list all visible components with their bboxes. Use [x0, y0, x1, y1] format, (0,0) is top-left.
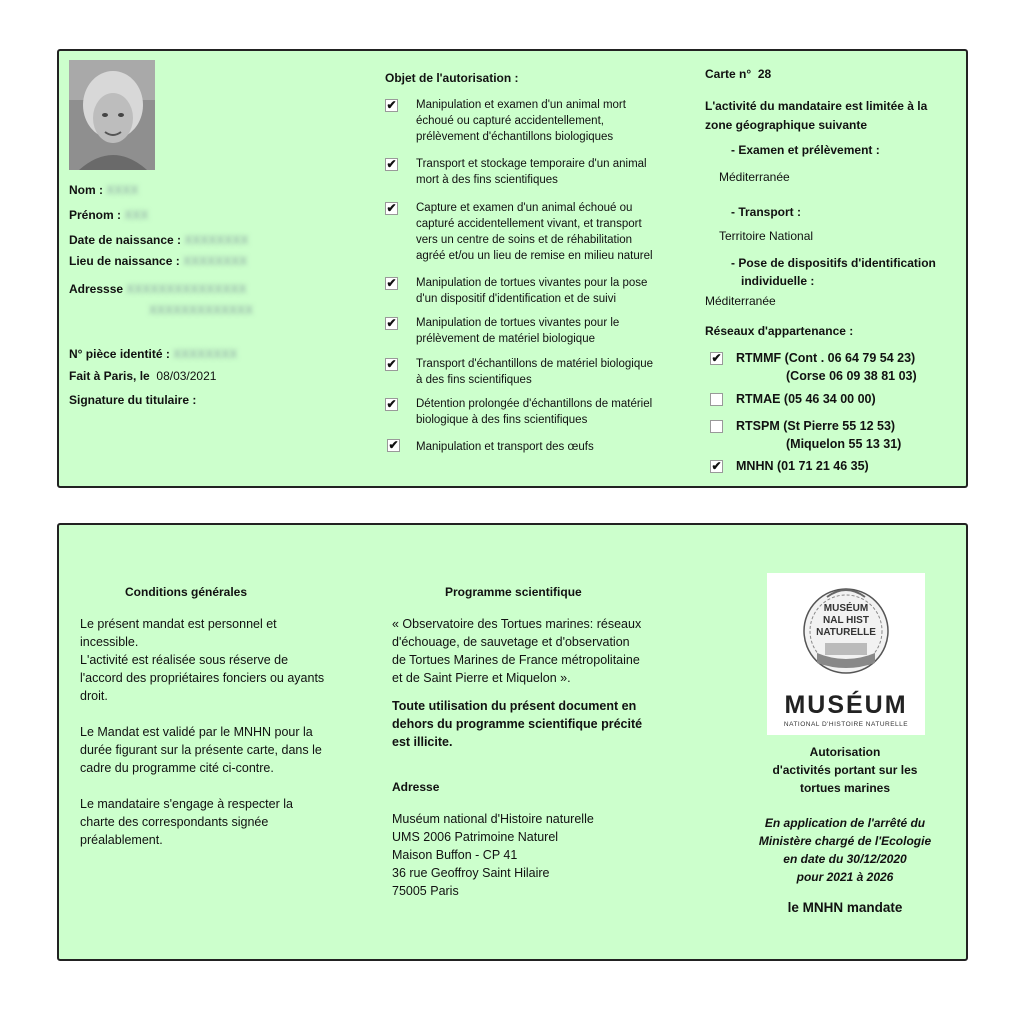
transport-value: Territoire National [719, 229, 814, 243]
holder-photo [69, 60, 155, 170]
objet-item: ✔ Manipulation et transport des œufs [388, 438, 594, 453]
transport-title: - Transport : [731, 205, 802, 219]
objet-title: Objet de l'autorisation : [385, 71, 519, 85]
pose-value: Méditerranée [705, 294, 776, 308]
card-back [57, 523, 968, 961]
autorisation-title: Autorisation d'activités portant sur les tortues marines [772, 745, 918, 795]
adresse-title: Adresse [392, 780, 440, 794]
checkbox[interactable] [385, 99, 398, 112]
checkbox[interactable] [385, 202, 398, 215]
label-signature: Signature du titulaire : [69, 393, 197, 407]
label-prenom: Prénom : XXX [69, 208, 149, 222]
card-front [57, 49, 968, 488]
reseaux-title: Réseaux d'appartenance : [705, 324, 854, 338]
examen-value: Méditerranée [719, 170, 790, 184]
check-icon: ✔ [711, 459, 722, 473]
check-icon: ✔ [386, 201, 397, 215]
check-icon: ✔ [386, 276, 397, 290]
reseau-item: ✔ MNHN (01 71 21 46 35) [711, 459, 869, 473]
label-date-naissance: Date de naissance : XXXXXXXX [69, 233, 249, 247]
logo-wordmark: MUSÉUM [784, 691, 908, 719]
zone-limit-text: L'activité du mandataire est limitée à la zone géographique suivante [705, 99, 928, 132]
logo-seal-text: MUSÉUM NAL HIST NATURELLE [816, 603, 876, 638]
examen-title: - Examen et prélèvement : [731, 143, 880, 157]
label-piece-identite: N° pièce identité : XXXXXXXX [69, 347, 238, 361]
check-icon: ✔ [386, 397, 397, 411]
objet-item: ✔ Détention prolongée d'échantillons de matériel biologique à des fins scientifiques [386, 397, 653, 426]
objet-item: ✔ Capture et examen d'un animal échoué ou capturé accidentellement vivant, et transport vers un centre de soins et de réhabilitation agréé et/ou un lieu de remise en milieu naturel [386, 201, 653, 262]
pose-title: - Pose de dispositifs d'identification individuelle : [731, 256, 936, 288]
museum-logo [767, 573, 925, 735]
reseau-item: RTSPM (St Pierre 55 12 53) (Miquelon 55 13 31) [736, 417, 901, 453]
checkbox[interactable] [385, 398, 398, 411]
label-lieu-naissance: Lieu de naissance : XXXXXXXX [69, 254, 248, 268]
checkbox[interactable] [385, 358, 398, 371]
conditions-text: Le présent mandat est personnel et incessible. L'activité est réalisée sous réserve de l'accord des propriétaires fonciers ou ayants droit. Le Mandat est validé par le MNHN pour la durée figurant sur la présente carte, dans le cadre du programme cité ci-contre. Le mandataire s'engage à respecter la charte des correspondants signée préalablement. [80, 617, 325, 847]
label-adresse: Adressse XXXXXXXXXXXXXXX [69, 282, 247, 296]
check-icon: ✔ [386, 98, 397, 112]
mnhn-mandate: le MNHN mandate [787, 900, 903, 915]
check-icon: ✔ [386, 357, 397, 371]
check-icon: ✔ [711, 351, 722, 365]
adresse-lines: Muséum national d'Histoire naturelle UMS 2006 Patrimoine Naturel Maison Buffon - CP 41 36 rue Geoffroy Saint Hilaire 75005 Paris [392, 812, 594, 898]
label-nom: Nom : XXXX [69, 183, 139, 197]
checkbox[interactable] [385, 277, 398, 290]
programme-title: Programme scientifique [445, 585, 582, 599]
reseau-item: RTMAE (05 46 34 00 00) [736, 390, 876, 408]
objet-item: ✔ Transport d'échantillons de matériel biologique à des fins scientifiques [386, 357, 654, 386]
objet-item: ✔ Manipulation de tortues vivantes pour la pose d'un dispositif d'identification et de suivi [386, 276, 648, 305]
usage-warning: Toute utilisation du présent document en dehors du programme scientifique précité est illicite. [392, 699, 643, 749]
reseau-item: ✔ RTMMF (Cont . 06 64 79 54 23) (Corse 06 09 38 81 03) [711, 351, 917, 383]
objet-item: ✔ Manipulation et examen d'un animal mort échoué ou capturé accidentellement, prélèvement d'échantillons biologiques [386, 98, 626, 143]
conditions-title: Conditions générales [125, 585, 248, 599]
checkbox[interactable] [387, 439, 400, 452]
checkbox[interactable] [710, 420, 723, 433]
programme-text: « Observatoire des Tortues marines: réseaux d'échouage, de sauvetage et d'observation de Tortues Marines de France métropolitaine et de Saint Pierre et Miquelon ». [392, 617, 642, 685]
check-icon: ✔ [388, 438, 399, 452]
checkbox[interactable] [385, 317, 398, 330]
checkbox[interactable] [385, 158, 398, 171]
application-text: En application de l'arrêté du Ministère chargé de l'Ecologie en date du 30/12/2020 pour 2021 à 2026 [758, 816, 932, 884]
checkbox[interactable] [710, 393, 723, 406]
objet-item: ✔ Manipulation de tortues vivantes pour le prélèvement de matériel biologique [386, 316, 620, 345]
carte-number: Carte n° 28 [705, 67, 772, 81]
checkbox[interactable] [710, 460, 723, 473]
logo-subtitle: NATIONAL D'HISTOIRE NATURELLE [783, 721, 909, 728]
fait-a-line: Fait à Paris, le 08/03/2021 [69, 369, 217, 383]
check-icon: ✔ [386, 316, 397, 330]
check-icon: ✔ [386, 157, 397, 171]
objet-item: ✔ Transport et stockage temporaire d'un animal mort à des fins scientifiques [386, 157, 647, 186]
checkbox[interactable] [710, 352, 723, 365]
adresse-redacted: XXXXXXXXXXXXX [149, 303, 254, 317]
